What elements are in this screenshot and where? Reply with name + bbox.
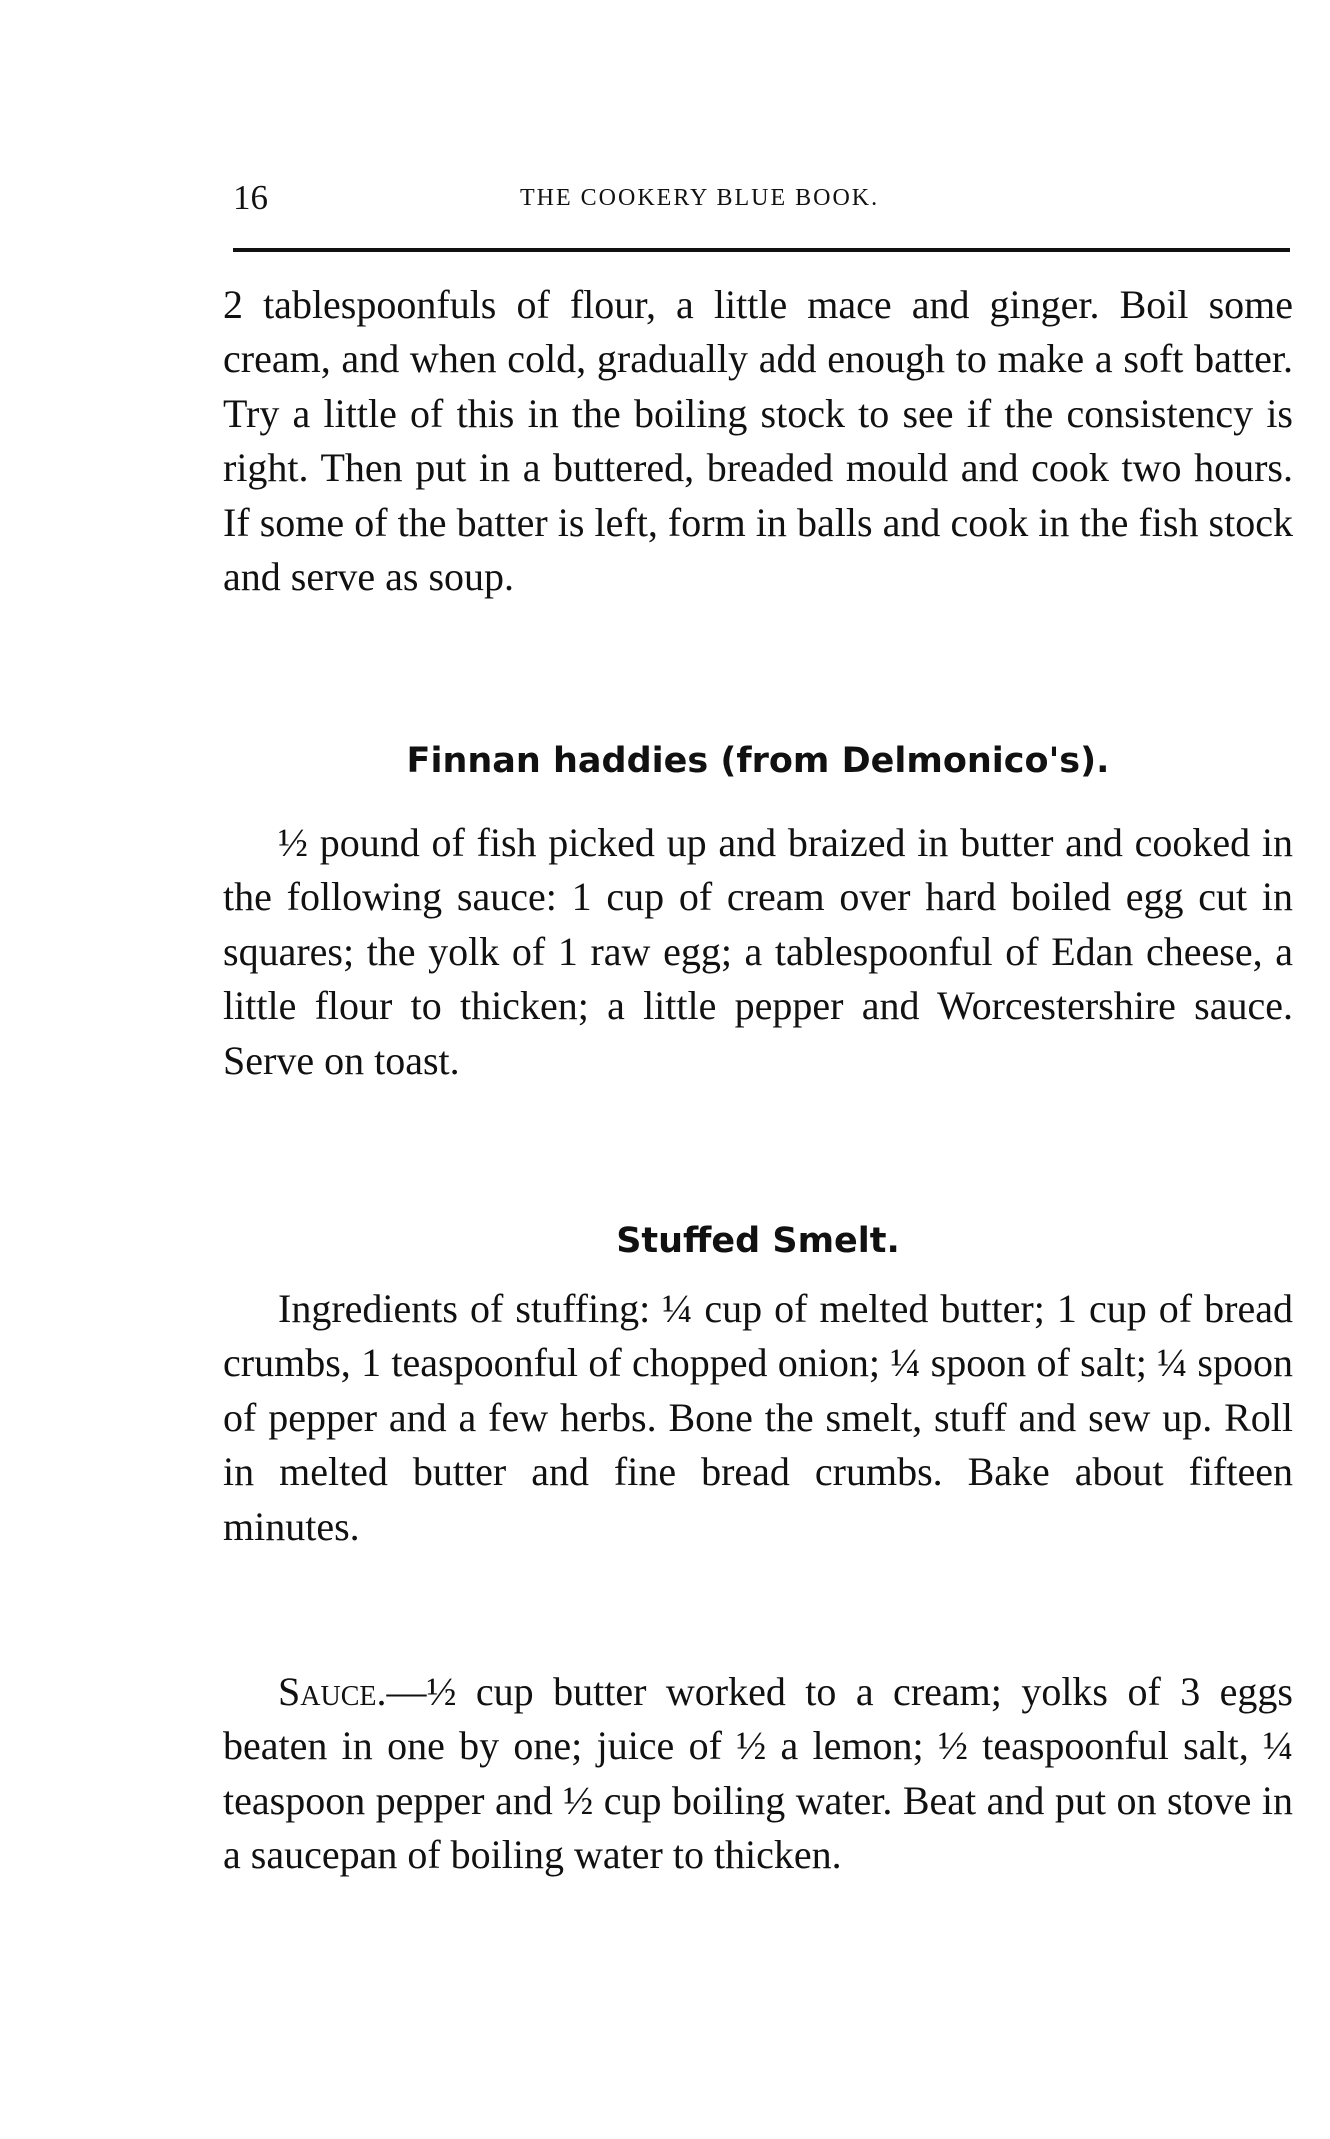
recipe-body-stuffed-smelt: Ingredients of stuffing: ¼ cup of melted butter; 1 cup of bread crumbs, 1 teaspoonful of chopped onion; ¼ spoon of salt; ¼ spoon of pepper and a few herbs. Bone the smelt, stuff and sew up. Roll in melted butter and fine bread crumbs. Bake about fifteen minutes.: [223, 1286, 1293, 1549]
page-header: [223, 170, 1293, 220]
page-number: 16: [233, 178, 268, 217]
header-rule: [233, 248, 1290, 252]
recipe-body-finnan-haddies: ½ pound of fish picked up and braized in butter and cooked in the following sauce: 1 cup of cream over hard boiled egg cut in squares; the yolk of 1 raw egg; a tablespoonful of Edan cheese, a little flour to thicken; a little pepper and Worcestershire sauce. Serve on toast.: [223, 820, 1293, 1083]
sauce-label: Sauce.: [278, 1669, 387, 1714]
sauce-paragraph: [223, 1665, 1293, 1883]
running-title: THE COOKERY BLUE BOOK.: [520, 185, 880, 211]
recipe-title-finnan-haddies: Finnan haddies (from Delmonico's).: [406, 741, 1110, 781]
continuation-paragraph: 2 tablespoonfuls of flour, a little mace and ginger. Boil some cream, and when cold, gradually add enough to make a soft batter. Try a little of this in the boiling stock to see if the consistency is right. Then put in a buttered, breaded mould and cook two hours. If some of the batter is left, form in balls and cook in the fish stock and serve as soup.: [223, 282, 1293, 600]
sauce-body: —½ cup butter worked to a cream; yolks of 3 eggs beaten in one by one; juice of ½ a lemon; ½ teaspoonful salt, ¼ teaspoon pepper and ½ cup boiling water. Beat and put on stove in a saucepan of boiling water to thicken.: [223, 1669, 1293, 1878]
recipe-title-stuffed-smelt: Stuffed Smelt.: [616, 1221, 900, 1261]
